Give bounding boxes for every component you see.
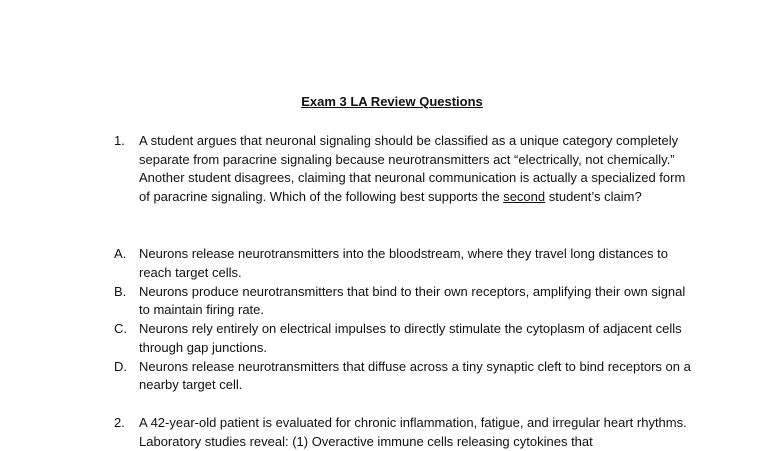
option-text: Neurons rely entirely on electrical impulses to directly stimulate the cytoplasm of adjacent cells through gap junctions. xyxy=(139,321,682,355)
question-text-part: A student argues that neuronal signaling should be classified as a unique category completely separate from paracrine signaling because neurotransmitters act “electrically, not chemically.” Another student disagrees, claiming that neuronal communication is actually a specialized form of paracrine signaling. Which of the following best supports the xyxy=(139,133,686,204)
document-title: Exam 3 LA Review Questions xyxy=(301,94,483,109)
question-text: A 42-year-old patient is evaluated for chronic inflammation, fatigue, and irregular heart rhythms. Laboratory studies reveal: (1) Overactive immune cells releasing cytokines that xyxy=(139,415,687,449)
option-letter: C. xyxy=(114,321,127,336)
option-letter: D. xyxy=(114,358,127,374)
option-b xyxy=(114,283,698,320)
option-a xyxy=(114,245,698,282)
option-text: Neurons release neurotransmitters into the bloodstream, where they travel long distances to reach target cells. xyxy=(139,246,668,280)
option-d xyxy=(114,358,698,395)
question-2 xyxy=(114,414,698,451)
option-letter: B. xyxy=(114,283,127,299)
question-text-part: student’s claim? xyxy=(545,188,642,204)
option-text: Neurons release neurotransmitters that diffuse across a tiny synaptic cleft to bind receptors on a nearby target cell. xyxy=(139,358,691,393)
option-c xyxy=(114,320,698,357)
underlined-word: second xyxy=(503,188,546,204)
option-letter: A. xyxy=(114,246,127,261)
question-number: 2. xyxy=(114,415,125,430)
question-text xyxy=(139,132,698,206)
option-text: Neurons produce neurotransmitters that bind to their own receptors, amplifying their own signal to maintain firing rate. xyxy=(139,283,686,318)
question-number: 1. xyxy=(114,133,125,148)
question-1 xyxy=(114,132,698,206)
